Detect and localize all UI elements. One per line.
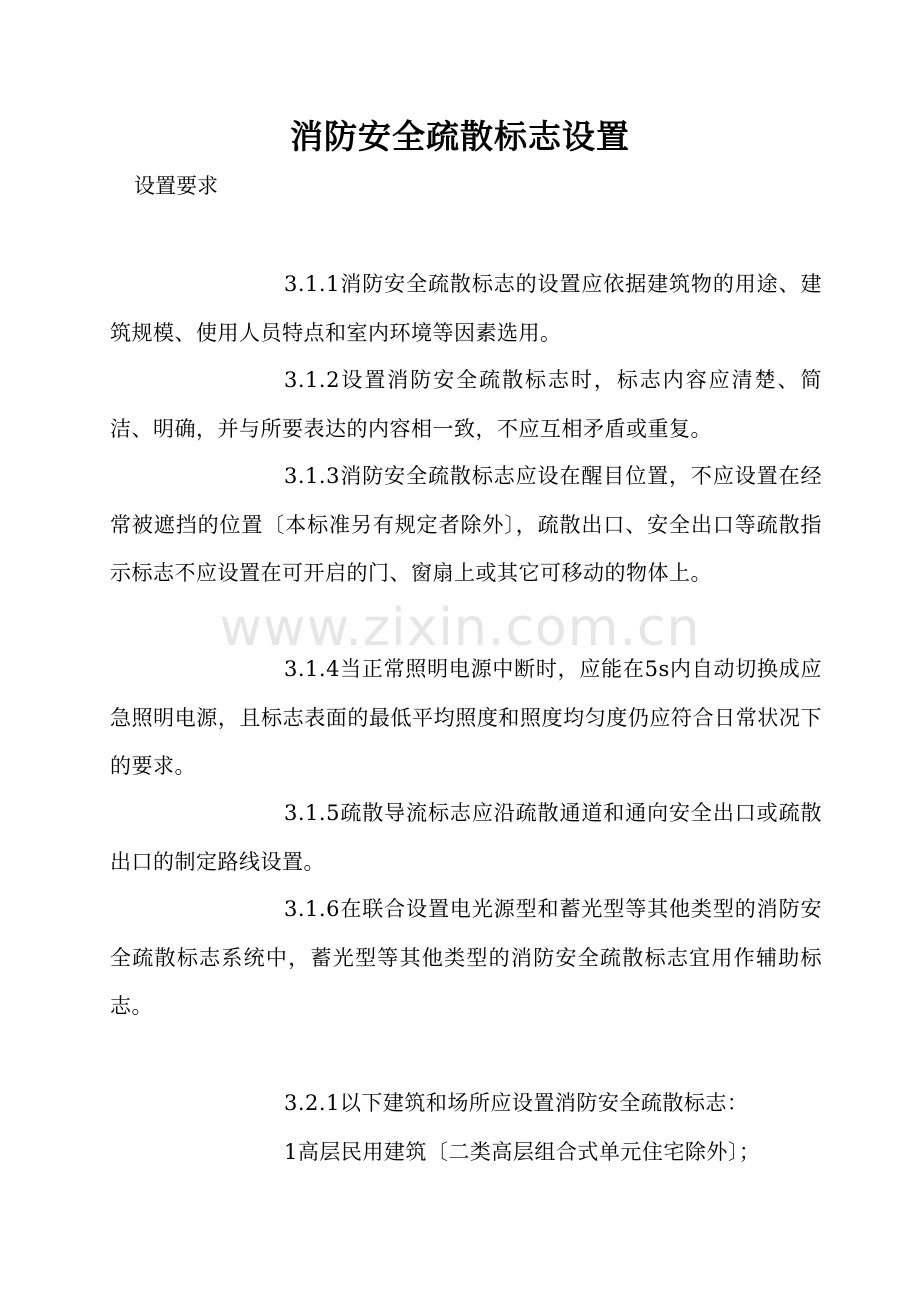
paragraph-3-1-1: 3.1.1消防安全疏散标志的设置应依据建筑物的用途、建筑规模、使用人员特点和室内环境等因素选用。	[110, 272, 822, 345]
paragraph-3-1-2: 3.1.2设置消防安全疏散标志时，标志内容应清楚、简洁、明确，并与所要表达的内容相一致，不应互相矛盾或重复。	[110, 368, 822, 441]
paragraph-3-1-3: 3.1.3消防安全疏散标志应设在醒目位置，不应设置在经常被遮挡的位置〔本标准另有规定者除外〕，疏散出口、安全出口等疏散指示标志不应设置在可开启的门、窗扇上或其它可移动的物体上。	[110, 464, 822, 586]
paragraph-3-1-4: 3.1.4当正常照明电源中断时，应能在5s内自动切换成应急照明电源，且标志表面的最低平均照度和照度均匀度仍应符合日常状况下的要求。	[110, 657, 822, 779]
paragraph-3-1-5: 3.1.5疏散导流标志应沿疏散通道和通向安全出口或疏散出口的制定路线设置。	[110, 801, 822, 874]
page-title: 消防安全疏散标志设置	[290, 117, 630, 156]
list-item: 1高层民用建筑〔二类高层组合式单元住宅除外〕；	[284, 1140, 761, 1164]
section-heading: 设置要求	[134, 174, 218, 198]
watermark: www.zixin.com.cn	[219, 598, 701, 658]
paragraph-3-2-1: 3.2.1以下建筑和场所应设置消防安全疏散标志：	[284, 1091, 749, 1115]
paragraph-3-1-6: 3.1.6在联合设置电光源型和蓄光型等其他类型的消防安全疏散标志系统中，蓄光型等其他类型的消防安全疏散标志宜用作辅助标志。	[110, 897, 822, 1019]
